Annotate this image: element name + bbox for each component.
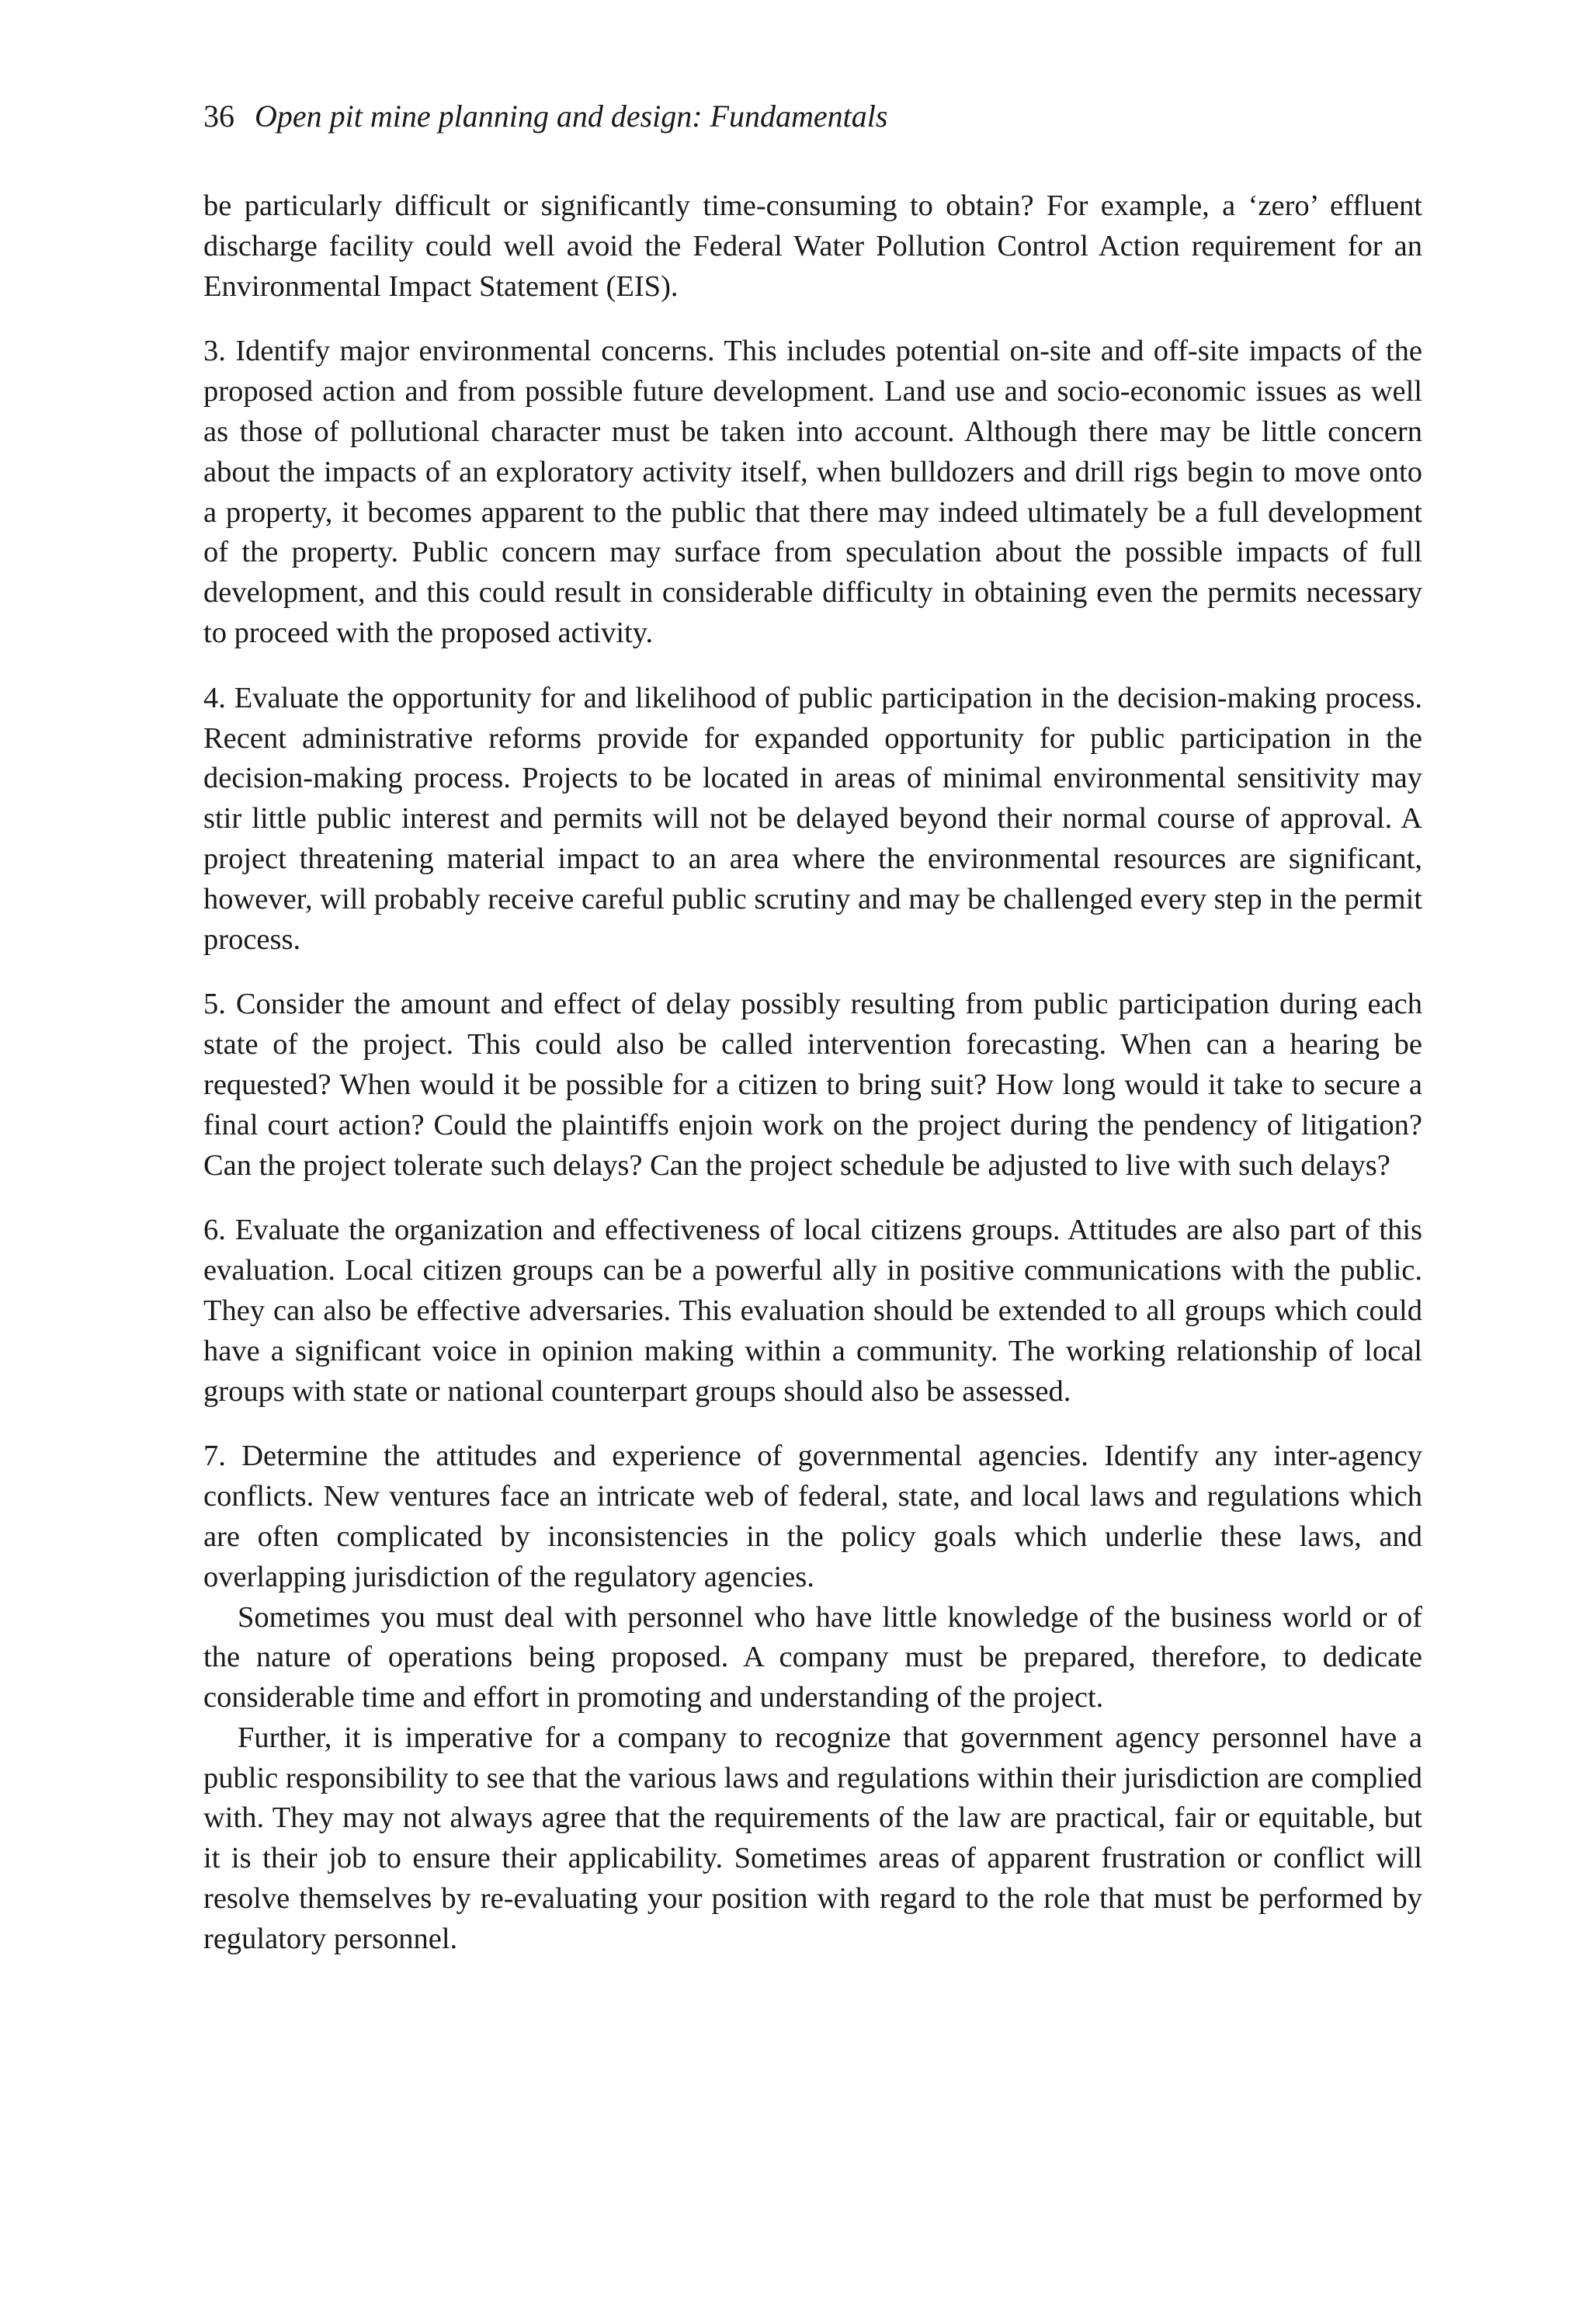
running-head (203, 92, 1422, 141)
page-body (203, 92, 1422, 1960)
paragraph-item-6: 6. Evaluate the organization and effectiveness of local citizens groups. Attitudes are also part of this evaluation. Local citizen groups can be a powerful ally in positive communications with the public. They can also be effective adversaries. This evaluation should be extended to all groups which could have a significant voice in opinion making within a community. The working relationship of local groups with state or national counterpart groups should also be assessed. (203, 1214, 1422, 1408)
paragraph-item-3: 3. Identify major environmental concerns. This includes potential on-site and off-site impacts of the proposed action and from possible future development. Land use and socio-economic issues as well as those of pollutional character must be taken into account. Although there may be little concern about the impacts of an exploratory activity itself, when bulldozers and drill rigs begin to move onto a property, it becomes apparent to the public that there may indeed ultimately be a full development of the property. Public concern may surface from speculation about the possible impacts of full development, and this could result in considerable difficulty in obtaining even the permits necessary to proceed with the proposed activity. (203, 335, 1422, 649)
paragraph-further: Further, it is imperative for a company to recognize that government agency personnel have a public responsibility to see that the various laws and regulations within their jurisdiction are complied with. They may not always agree that the requirements of the law are practical, fair or equitable, but it is their job to ensure their applicability. Sometimes areas of apparent frustration or conflict will resolve themselves by re-evaluating your position with regard to the role that must be performed by regulatory personnel. (203, 1721, 1422, 1955)
paragraph-continuation: be particularly difficult or significantly time-consuming to obtain? For example, a ‘zero’ effluent discharge facility could well avoid the Federal Water Pollution Control Action requirement for an Environmental Impact Statement (EIS). (203, 189, 1422, 303)
book-title: Open pit mine planning and design (255, 99, 693, 134)
book-subtitle: : Fundamentals (692, 99, 888, 134)
paragraph-item-4: 4. Evaluate the opportunity for and likelihood of public participation in the decision-making process. Recent administrative reforms provide for expanded opportunity for public participation in the decision-making process. Projects to be located in areas of minimal environmental sensitivity may stir little public interest and permits will not be delayed beyond their normal course of approval. A project threatening material impact to an area where the environmental resources are significant, however, will probably receive careful public scrutiny and may be challenged every step in the permit process. (203, 681, 1422, 956)
paragraph-item-5: 5. Consider the amount and effect of delay possibly resulting from public participation during each state of the project. This could also be called intervention forecasting. When can a hearing be requested? When would it be possible for a citizen to bring suit? How long would it take to secure a final court action? Could the plaintiffs enjoin work on the project during the pendency of litigation? Can the project tolerate such delays? Can the project schedule be adjusted to live with such delays? (203, 988, 1422, 1182)
page-number: 36 (203, 99, 234, 134)
paragraph-sometimes: Sometimes you must deal with personnel who have little knowledge of the business world or of the nature of operations being proposed. A company must be prepared, therefore, to dedicate considerable time and effort in promoting and understanding of the project. (203, 1600, 1422, 1714)
paragraph-item-7: 7. Determine the attitudes and experience of governmental agencies. Identify any inter-agency conflicts. New ventures face an intricate web of federal, state, and local laws and regulations which are often complicated by inconsistencies in the policy goals which underlie these laws, and overlapping jurisdiction of the regulatory agencies. (203, 1440, 1422, 1593)
